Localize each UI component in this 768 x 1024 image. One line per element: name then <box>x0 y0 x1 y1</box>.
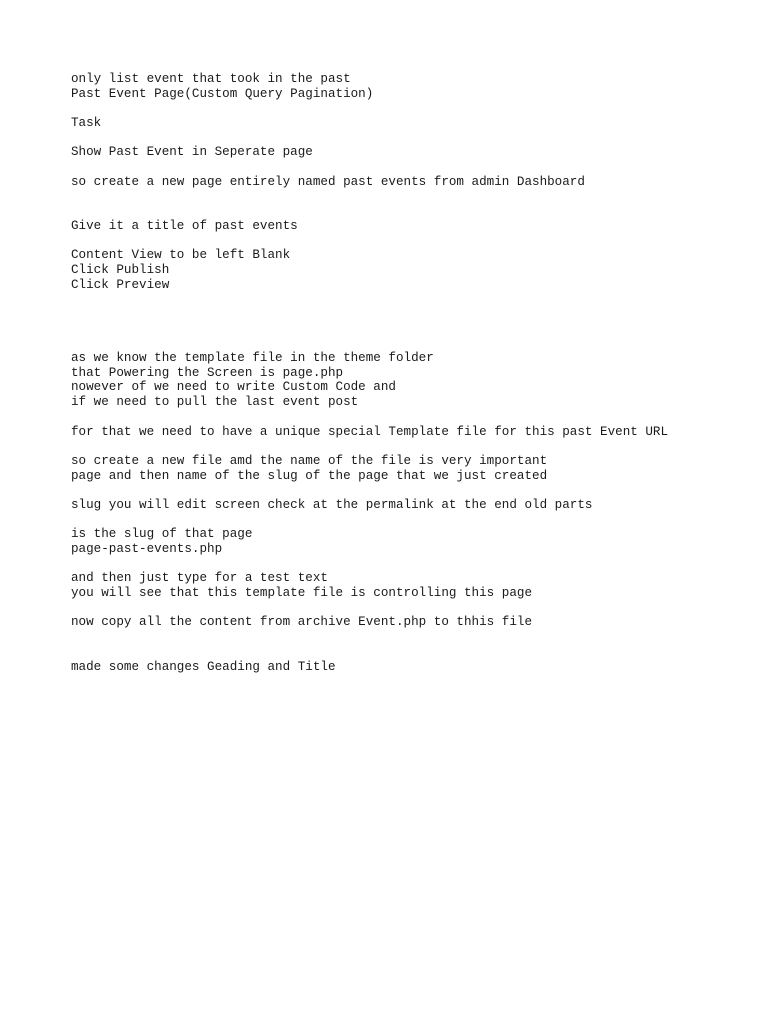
text-line: as we know the template file in the theme folder <box>71 351 434 366</box>
text-line: you will see that this template file is controlling this page <box>71 586 533 601</box>
text-line <box>71 322 751 337</box>
text-line <box>71 645 751 660</box>
text-line <box>71 131 751 146</box>
text-line <box>71 292 751 307</box>
text-line <box>71 483 751 498</box>
text-line <box>71 190 751 205</box>
text-line: Task <box>71 116 102 131</box>
document-text <box>71 72 751 674</box>
text-line: Show Past Event in Seperate page <box>71 145 313 160</box>
text-line: Click Publish <box>71 262 170 277</box>
text-line: now copy all the content from archive Event.php to thhis file <box>71 615 533 630</box>
text-line <box>71 557 751 572</box>
text-line: made some changes Geading and Title <box>71 659 336 674</box>
text-line <box>71 234 751 249</box>
text-line <box>71 630 751 645</box>
text-line: so create a new page entirely named past events from admin Dashboard <box>71 174 585 189</box>
text-line: so create a new file amd the name of the file is very important <box>71 453 548 468</box>
text-line: if we need to pull the last event post <box>71 395 359 410</box>
text-line <box>71 204 751 219</box>
text-line: is the slug of that page <box>71 527 253 542</box>
text-line: that Powering the Screen is page.php <box>71 365 344 380</box>
text-line: Content View to be left Blank <box>71 248 291 263</box>
text-line <box>71 513 751 528</box>
text-line: page-past-events.php <box>71 542 223 556</box>
text-line: page and then name of the slug of the page that we just created <box>71 468 548 483</box>
text-line: Click Preview <box>71 277 170 292</box>
text-line: nowever of we need to write Custom Code and <box>71 380 396 395</box>
text-line <box>71 410 751 425</box>
text-line: Give it a title of past events <box>71 218 298 233</box>
text-line <box>71 336 751 351</box>
text-line <box>71 101 751 116</box>
text-line: for that we need to have a unique special Template file for this past Event URL <box>71 424 669 439</box>
text-line: Past Event Page(Custom Query Pagination) <box>71 86 374 101</box>
text-line <box>71 601 751 616</box>
text-line <box>71 307 751 322</box>
text-line: and then just type for a test text <box>71 571 328 586</box>
text-line: only list event that took in the past <box>71 72 351 86</box>
text-line <box>71 160 751 175</box>
text-line <box>71 439 751 454</box>
text-line: slug you will edit screen check at the permalink at the end old parts <box>71 497 593 512</box>
